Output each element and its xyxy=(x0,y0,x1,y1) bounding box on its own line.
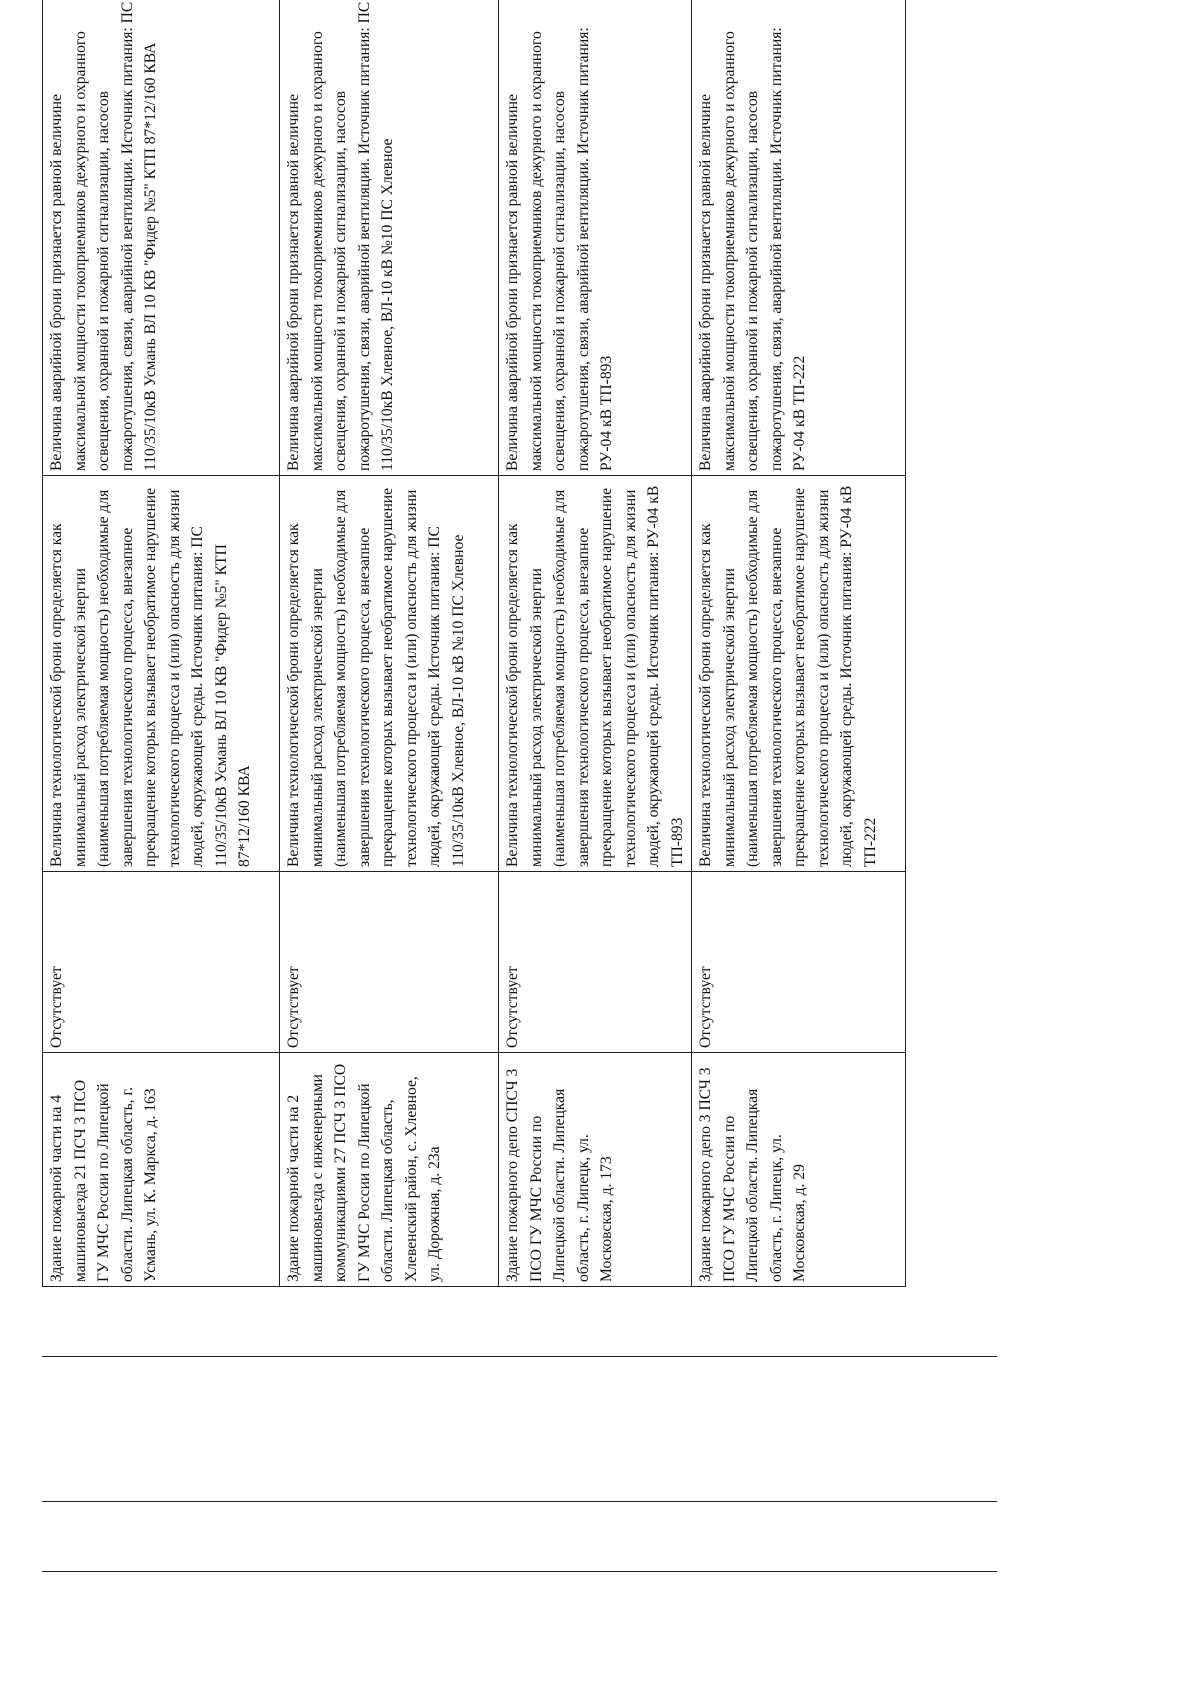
table-row xyxy=(692,0,906,1287)
emergency-reserve-cell: Величина аварийной брони признается равной величине максимальной мощности токоприемников дежурного и охранного освещения, охранной и пожарной сигнализации, насосов пожаротушения, связи, аварийной вентиляции. Источник питания: РУ-04 кВ ТП-893 xyxy=(499,0,692,476)
tech-reserve-cell: Величина технологической брони определяется как минимальный расход электрической энергии (наименьшая потребляемая мощность) необходимые для завершения технологического процесса, внезапное прекращение которых вызывает необратимое нарушение технологического процесса и (или) опасность для жизни людей, окружающей среды. Источник питания: ПС 110/35/10кВ Хлевное, ВЛ-10 кВ №10 ПС Хлевное xyxy=(280,476,499,872)
availability-cell: Отсутствует xyxy=(43,872,280,1053)
tech-reserve-cell: Величина технологической брони определяется как минимальный расход электрической энергии (наименьшая потребляемая мощность) необходимые для завершения технологического процесса, внезапное прекращение которых вызывает необратимое нарушение технологического процесса и (или) опасность для жизни людей, окружающей среды. Источник питания: РУ-04 кВ ТП-222 xyxy=(692,476,906,872)
tech-reserve-cell: Величина технологической брони определяется как минимальный расход электрической энергии (наименьшая потребляемая мощность) необходимые для завершения технологического процесса, внезапное прекращение которых вызывает необратимое нарушение технологического процесса и (или) опасность для жизни людей, окружающей среды. Источник питания: РУ-04 кВ ТП-893 xyxy=(499,476,692,872)
table-row xyxy=(280,0,499,1287)
table-row xyxy=(43,0,280,1287)
availability-cell: Отсутствует xyxy=(692,872,906,1053)
tech-reserve-cell: Величина технологической брони определяется как минимальный расход электрической энергии (наименьшая потребляемая мощность) необходимые для завершения технологического процесса, внезапное прекращение которых вызывает необратимое нарушение технологического процесса и (или) опасность для жизни людей, окружающей среды. Источник питания: ПС 110/35/10кВ Усмань ВЛ 10 КВ "Фидер №5" КТП 87*12/160 КВА xyxy=(43,476,280,872)
building-cell: Здание пожарного депо 3 ПСЧ 3 ПСО ГУ МЧС России по Липецкой области. Липецкая область, г. Липецк, ул. Московская, д. 29 xyxy=(692,1053,906,1287)
building-cell: Здание пожарной части на 2 машиновыезда с инженерными коммуникациями 27 ПСЧ 3 ПСО ГУ МЧС России по Липецкой области. Липецкая область, Хлевенский район, с. Хлевное, ул. Дорожная, д. 23а xyxy=(280,1053,499,1287)
rotated-page xyxy=(42,1,997,1287)
emergency-reserve-cell: Величина аварийной брони признается равной величине максимальной мощности токоприемников дежурного и охранного освещения, охранной и пожарной сигнализации, насосов пожаротушения, связи, аварийной вентиляции. Источник питания: ПС 110/35/10кВ Усмань ВЛ 10 КВ "Фидер №5" КТП 87*12/160 КВА xyxy=(43,0,280,476)
availability-cell: Отсутствует xyxy=(280,872,499,1053)
table-continuation-line xyxy=(42,1571,997,1572)
availability-cell: Отсутствует xyxy=(499,872,692,1053)
reserve-table xyxy=(42,0,906,1287)
table-continuation-line xyxy=(42,1501,997,1502)
table-row xyxy=(499,0,692,1287)
emergency-reserve-cell: Величина аварийной брони признается равной величине максимальной мощности токоприемников дежурного и охранного освещения, охранной и пожарной сигнализации, насосов пожаротушения, связи, аварийной вентиляции. Источник питания: РУ-04 кВ ТП-222 xyxy=(692,0,906,476)
table-continuation-line xyxy=(42,1356,997,1357)
emergency-reserve-cell: Величина аварийной брони признается равной величине максимальной мощности токоприемников дежурного и охранного освещения, охранной и пожарной сигнализации, насосов пожаротушения, связи, аварийной вентиляции. Источник питания: ПС 110/35/10кВ Хлевное, ВЛ-10 кВ №10 ПС Хлевное xyxy=(280,0,499,476)
building-cell: Здание пожарной части на 4 машиновыезда 21 ПСЧ 3 ПСО ГУ МЧС России по Липецкой области. Липецкая область, г. Усмань, ул. К. Маркса, д. 163 xyxy=(43,1053,280,1287)
building-cell: Здание пожарного депо СПСЧ 3 ПСО ГУ МЧС России по Липецкой области. Липецкая область, г. Липецк, ул. Московская, д. 173 xyxy=(499,1053,692,1287)
